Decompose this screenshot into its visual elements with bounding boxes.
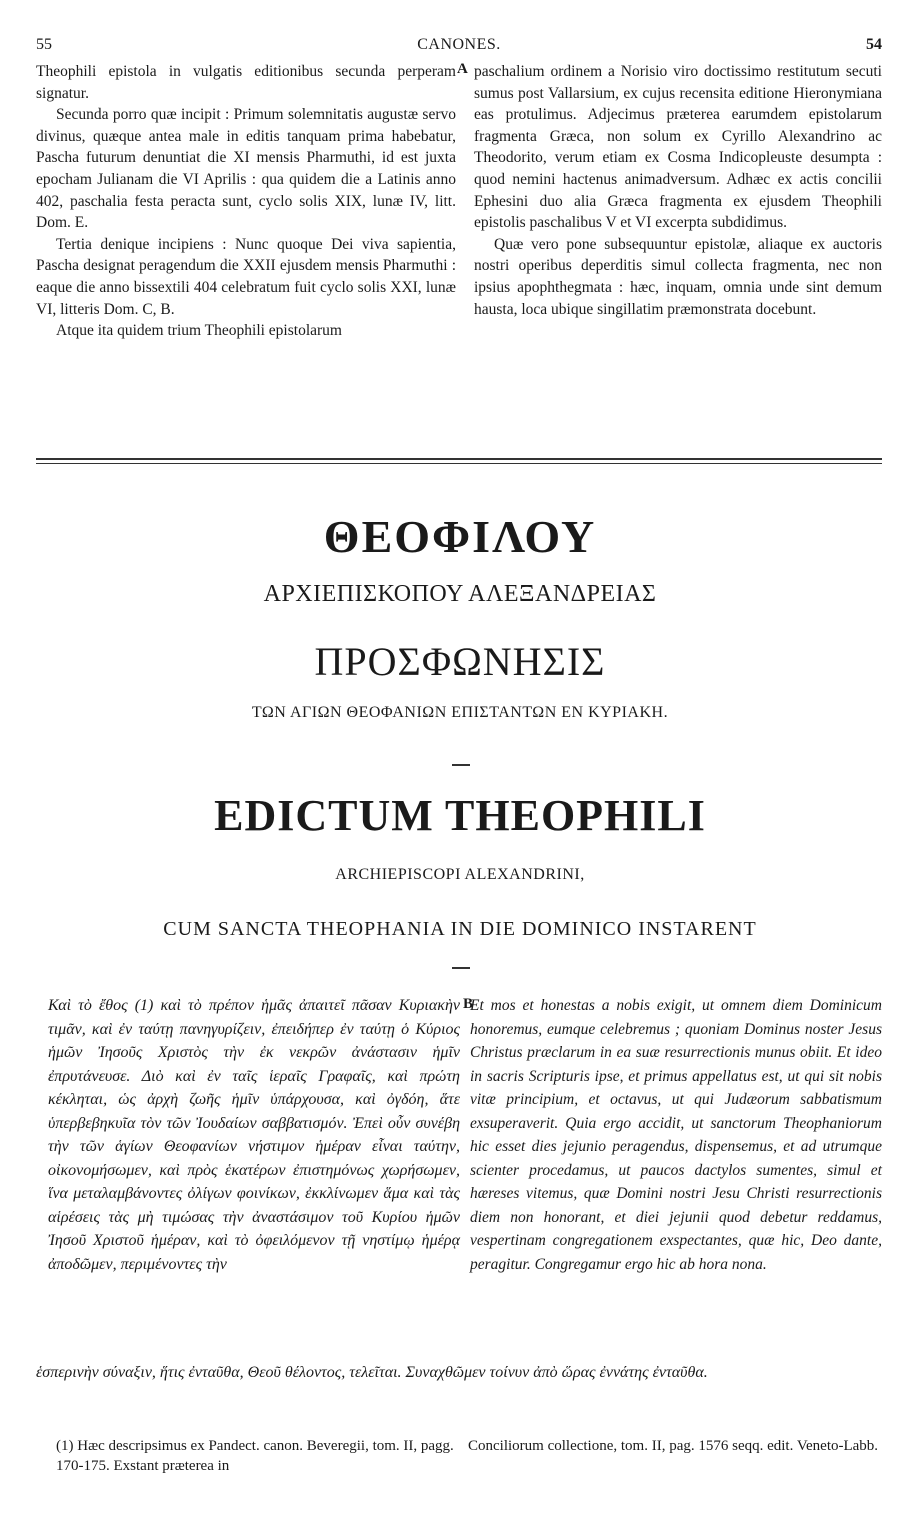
introduction-right-column xyxy=(474,61,882,320)
footnote-left xyxy=(56,1436,456,1476)
greek-author-name: ΘΕΟΦΙΛΟΥ xyxy=(323,511,597,562)
greek-work-subtitle: ΤΩΝ ΑΓΙΩΝ ΘΕΟΦΑΝΙΩΝ ΕΠΙΣΤΑΝΤΩΝ ΕΝ ΚΥΡΙΑΚΗ. xyxy=(251,704,669,721)
running-title: CANONES. xyxy=(417,36,501,53)
latin-work-subtitle: CUM SANCTA THEOPHANIA IN DIE DOMINICO INSTARENT xyxy=(163,918,757,940)
page-number-left: 55 xyxy=(36,36,52,53)
intro-paragraph: Atque ita quidem trium Theophili epistolarum xyxy=(56,322,342,340)
section-rule-thin xyxy=(36,463,882,464)
footnote-right xyxy=(468,1436,882,1456)
title-divider xyxy=(452,967,470,969)
greek-text-column xyxy=(48,994,460,1276)
latin-text: Et mos et honestas a nobis exigit, ut omnem diem Dominicum honoremus, eumque celebremus ; quoniam Dominus noster Jesus Christus præclarum in ea suæ resurrectionis munus obiit. Et ideo in sacris Scripturis ipse, et primus appellatus est, ut qui sit nobis vitæ principium, et octavus, ut qui Judæorum sabbatismum exsuperaverit. Quia ergo accidit, ut sanctorum Theophaniorum hic esset dies jejunio peragendus, dispensemus, et ad utrumque scienter procedamus, ut paucos dactylos sumentes, simul et hæreses vitemus, quæ Domini nostri Jesu Christi resurrectionis diem non honorant, et diei jejunii quod debetur reddamus, vespertinam congregationem exspectantes, quæ hic, Deo dante, peragitur. Congregamur ergo hic ab hora nona. xyxy=(470,997,882,1273)
latin-work-title: EDICTUM THEOPHILI xyxy=(214,791,706,840)
footnote-text: (1) Hæc descripsimus ex Pandect. canon. Beveregii, tom. II, pagg. 170-175. Exstant præterea in xyxy=(56,1438,454,1474)
intro-paragraph: Secunda porro quæ incipit : Primum solemnitatis augustæ servo divinus, quæque antea male in editis tanquam prima habebatur, Pascha futurum denuntiat die XI mensis Pharmuthi, id est juxta epocham Julianam die VI Aprilis : qua quidem die a Latinis anno 402, paschalia festa peracta sunt, cyclo solis XIX, lunæ IV, litt. Dom. E. xyxy=(36,106,456,232)
section-rule-thick xyxy=(36,458,882,460)
latin-author-office: ARCHIEPISCOPI ALEXANDRINI, xyxy=(335,866,585,883)
greek-text-tail: ἑσπερινὴν σύναξιν, ἥτις ἐνταῦθα, Θεοῦ θέλοντος, τελεῖται. Συναχθῶμεν τοίνυν ἀπὸ ὥρας ἐννάτης ἐνταῦθα. xyxy=(36,1364,708,1381)
greek-author-office: ΑΡΧΙΕΠΙΣΚΟΠΟΥ ΑΛΕΞΑΝΔΡΕΙΑΣ xyxy=(263,581,657,607)
intro-paragraph: Tertia denique incipiens : Nunc quoque Dei viva sapientia, Pascha designat peragendum die XXII ejusdem mensis Pharmuthi : eaque die anno bissextili 404 celebratum fuit cyclo solis XXI, lunæ VI, litteris Dom. C, B. xyxy=(36,235,456,318)
intro-paragraph: Quæ vero pone subsequuntur epistolæ, aliaque ex auctoris nostri operibus deperditis simul collecta fragmenta, nec non ipsius apophthegmata : hæc, inquam, omnia unde sint demum hausta, loca ubique singillatim præmonstrata docebunt. xyxy=(474,235,882,318)
margin-mark-a: A xyxy=(457,61,468,77)
intro-paragraph: Theophili epistola in vulgatis editionibus secunda perperam signatur. xyxy=(36,63,456,102)
running-header xyxy=(36,36,882,58)
greek-work-title: ΠΡΟΣΦΩΝΗΣΙΣ xyxy=(314,639,606,684)
footnote-text: Conciliorum collectione, tom. II, pag. 1576 seqq. edit. Veneto-Labb. xyxy=(468,1438,879,1454)
intro-paragraph: paschalium ordinem a Norisio viro doctissimo restitutum secuti sumus post Vallarsium, ex cujus recensita editione Hieronymiana eas protulimus. Adjecimus præterea earumdem epistolarum fragmenta Græca, non solum ex Cyrillo Alexandrino ac Theodorito, verum etiam ex Cosma Indicopleuste desumpta : quod nemini hactenus animadversum. Adhæc ex actis concilii Ephesini duo alia Græca fragmenta ex ejusdem Theophili epistolis paschalibus V et VI excerpta subdidimus. xyxy=(474,63,882,232)
greek-text: Καὶ τὸ ἔθος (1) καὶ τὸ πρέπον ἡμᾶς ἀπαιτεῖ πᾶσαν Κυριακὴν τιμᾶν, καὶ ἐν ταύτῃ πανηγυρίζειν, ἐπειδήπερ ἐν ταύτῃ ὁ Κύριος ἡμῶν Ἰησοῦς Χριστὸς τὴν ἐκ νεκρῶν ἀνάστασιν ἡμῖν ἐπρυτάνευσε. Διὸ καὶ ἐν ταῖς ἱεραῖς Γραφαῖς, καὶ πρώτη κέκληται, ὡς ἀρχὴ ζωῆς ἡμῖν ὑπάρχουσα, καὶ ὀγδόη, ἅτε ὑπερβεβηκυῖα τὸν τῶν Ἰουδαίων σαββατισμόν. Ἐπεὶ οὖν συνέβη τὴν τῶν ἁγίων Θεοφανίων νήστιμον ἡμέραν εἶναι ταύτην, οἰκονομήσωμεν, καὶ πρὸς ἑκατέρων ἐπιστημόνως χωρήσωμεν, ἵνα μεταλαμβάνοντες ὀλίγων φοινίκων, ἐκκλίνωμεν ἅμα καὶ τὰς αἱρέσεις τὰς μὴ τιμώσας τὴν ἀναστάσιμον τοῦ Κυρίου ἡμῶν Ἰησοῦ Χριστοῦ ἡμέραν, καὶ τὸ ὀφειλόμενον τῇ νηστίμῳ ἡμέρᾳ ἀποδῶμεν, περιμένοντες τὴν xyxy=(48,997,460,1273)
page-number-right: 54 xyxy=(866,36,882,53)
margin-mark-b: B xyxy=(463,996,474,1012)
introduction-left-column xyxy=(36,61,456,342)
latin-text-column xyxy=(470,994,882,1276)
title-divider xyxy=(452,764,470,766)
greek-text-continuation xyxy=(36,1361,882,1385)
